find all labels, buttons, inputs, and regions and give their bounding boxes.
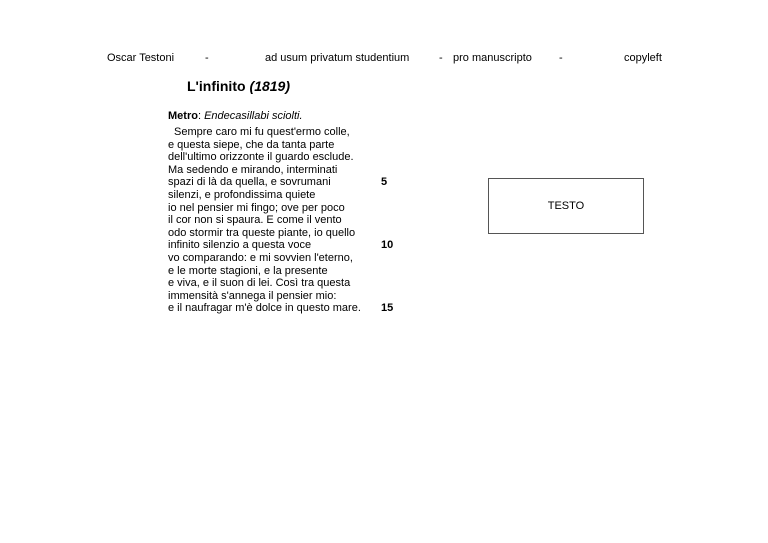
- poem-line-text: e le morte stagioni, e la presente: [168, 264, 328, 277]
- poem-line-text: silenzi, e profondissima quiete: [168, 188, 316, 201]
- poem-line: [168, 176, 408, 189]
- poem-line-text: infinito silenzio a questa voce: [168, 239, 312, 252]
- poem-line: [168, 151, 408, 164]
- poem-line-text: e questa siepe, che da tanta parte: [168, 138, 335, 151]
- poem-line: [168, 139, 408, 152]
- header-author: Oscar Testoni: [107, 52, 175, 64]
- poem-line: [168, 214, 408, 227]
- text-box: [488, 178, 644, 234]
- header-separator: -: [439, 52, 443, 64]
- metre-label: Metro: [168, 110, 198, 122]
- header-separator: -: [205, 52, 209, 64]
- poem-title: [187, 78, 290, 94]
- line-number: 10: [381, 239, 394, 252]
- poem-line-text: Ma sedendo e mirando, interminati: [168, 163, 338, 176]
- poem-body: [168, 126, 408, 315]
- poem-line: [168, 252, 408, 265]
- poem-line: [168, 265, 408, 278]
- header-note: ad usum privatum studentium: [265, 52, 410, 64]
- poem-line-text: e il naufragar m'è dolce in questo mare.: [168, 302, 361, 315]
- poem-line: [168, 227, 408, 240]
- poem-line: [168, 239, 408, 252]
- text-box-label: TESTO: [547, 200, 585, 212]
- poem-line-text: il cor non si spaura. E come il vento: [168, 214, 342, 227]
- poem-line-text: spazi di là da quella, e sovrumani: [168, 176, 331, 189]
- metre-colon: :: [197, 110, 205, 122]
- poem-line: [168, 202, 408, 215]
- poem-line: [168, 277, 408, 290]
- poem-line: [168, 302, 408, 315]
- line-number: 5: [381, 176, 388, 189]
- header-license: copyleft: [624, 52, 662, 64]
- poem-line-text: io nel pensier mi fingo; ove per poco: [168, 201, 345, 214]
- poem-line-text: vo comparando: e mi sovvien l'eterno,: [168, 251, 353, 264]
- metre-line: [168, 110, 303, 122]
- poem-title-year: (1819): [249, 78, 290, 94]
- header-separator: -: [559, 52, 563, 64]
- line-number: 15: [381, 302, 394, 315]
- header-manuscript: pro manuscripto: [453, 52, 532, 64]
- poem-line-text: e viva, e il suon di lei. Così tra questa: [168, 277, 351, 290]
- poem-line: [168, 290, 408, 303]
- poem-line-text: odo stormir tra queste piante, io quello: [168, 226, 356, 239]
- poem-title-name: L'infinito: [187, 78, 246, 94]
- poem-line-text: immensità s'annega il pensier mio:: [168, 289, 337, 302]
- poem-line-text: dell'ultimo orizzonte il guardo esclude.: [168, 151, 354, 164]
- poem-line: [168, 189, 408, 202]
- poem-line-text: Sempre caro mi fu quest'ermo colle,: [174, 126, 350, 138]
- metre-value: Endecasillabi sciolti.: [204, 110, 303, 122]
- poem-line: [168, 126, 408, 139]
- poem-line: [168, 164, 408, 177]
